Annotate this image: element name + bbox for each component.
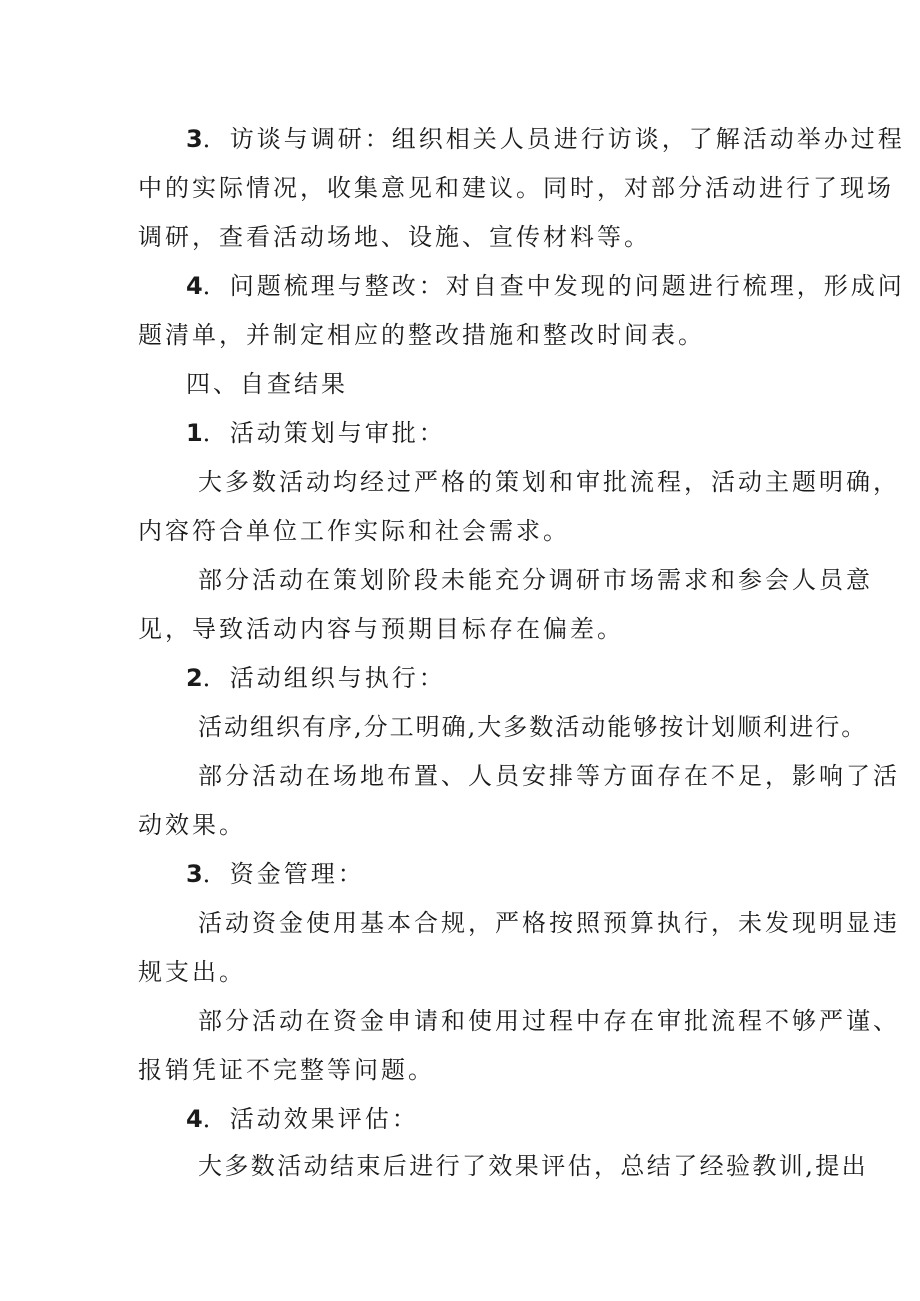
item-number: 4	[186, 272, 203, 300]
paragraph-planning-line-2: 内容符合单位工作实际和社会需求。	[138, 517, 570, 545]
item-number: 1	[186, 419, 203, 447]
subheading-execution: 2．活动组织与执行：	[186, 664, 446, 692]
paragraph-funding-line-1: 活动资金使用基本合规，严格按照预算执行，未发现明显违	[198, 909, 900, 937]
paragraph-interview-line-1: 3．访谈与调研：组织相关人员进行访谈，了解活动举办过程	[186, 125, 905, 153]
item-number: 2	[186, 664, 203, 692]
paragraph-execution-issue-line-1: 部分活动在场地布置、人员安排等方面存在不足，影响了活	[198, 762, 900, 790]
paragraph-execution-line-1: 活动组织有序,分工明确,大多数活动能够按计划顺利进行。	[198, 713, 868, 741]
section-heading-results: 四、自查结果	[186, 370, 348, 398]
paragraph-evaluation-line-1: 大多数活动结束后进行了效果评估，总结了经验教训,提出	[198, 1152, 869, 1180]
paragraph-interview-line-2: 中的实际情况，收集意见和建议。同时，对部分活动进行了现场	[138, 174, 894, 202]
item-number: 4	[186, 1105, 203, 1133]
paragraph-funding-line-2: 规支出。	[138, 958, 246, 986]
paragraph-rectification-line-2: 题清单，并制定相应的整改措施和整改时间表。	[138, 321, 705, 349]
paragraph-planning-line-1: 大多数活动均经过严格的策划和审批流程，活动主题明确，	[198, 468, 900, 496]
paragraph-planning-issue-line-2: 见，导致活动内容与预期目标存在偏差。	[138, 615, 624, 643]
paragraph-execution-issue-line-2: 动效果。	[138, 811, 246, 839]
paragraph-funding-issue-line-2: 报销凭证不完整等问题。	[138, 1056, 435, 1084]
paragraph-rectification-line-1: 4．问题梳理与整改：对自查中发现的问题进行梳理，形成问	[186, 272, 905, 300]
subheading-evaluation: 4．活动效果评估：	[186, 1105, 419, 1133]
paragraph-funding-issue-line-1: 部分活动在资金申请和使用过程中存在审批流程不够严谨、	[198, 1007, 900, 1035]
subheading-funding: 3．资金管理：	[186, 860, 365, 888]
paragraph-interview-line-3: 调研，查看活动场地、设施、宣传材料等。	[138, 223, 651, 251]
item-number: 3	[186, 860, 203, 888]
paragraph-planning-issue-line-1: 部分活动在策划阶段未能充分调研市场需求和参会人员意	[198, 566, 873, 594]
subheading-planning: 1．活动策划与审批：	[186, 419, 446, 447]
item-number: 3	[186, 125, 203, 153]
